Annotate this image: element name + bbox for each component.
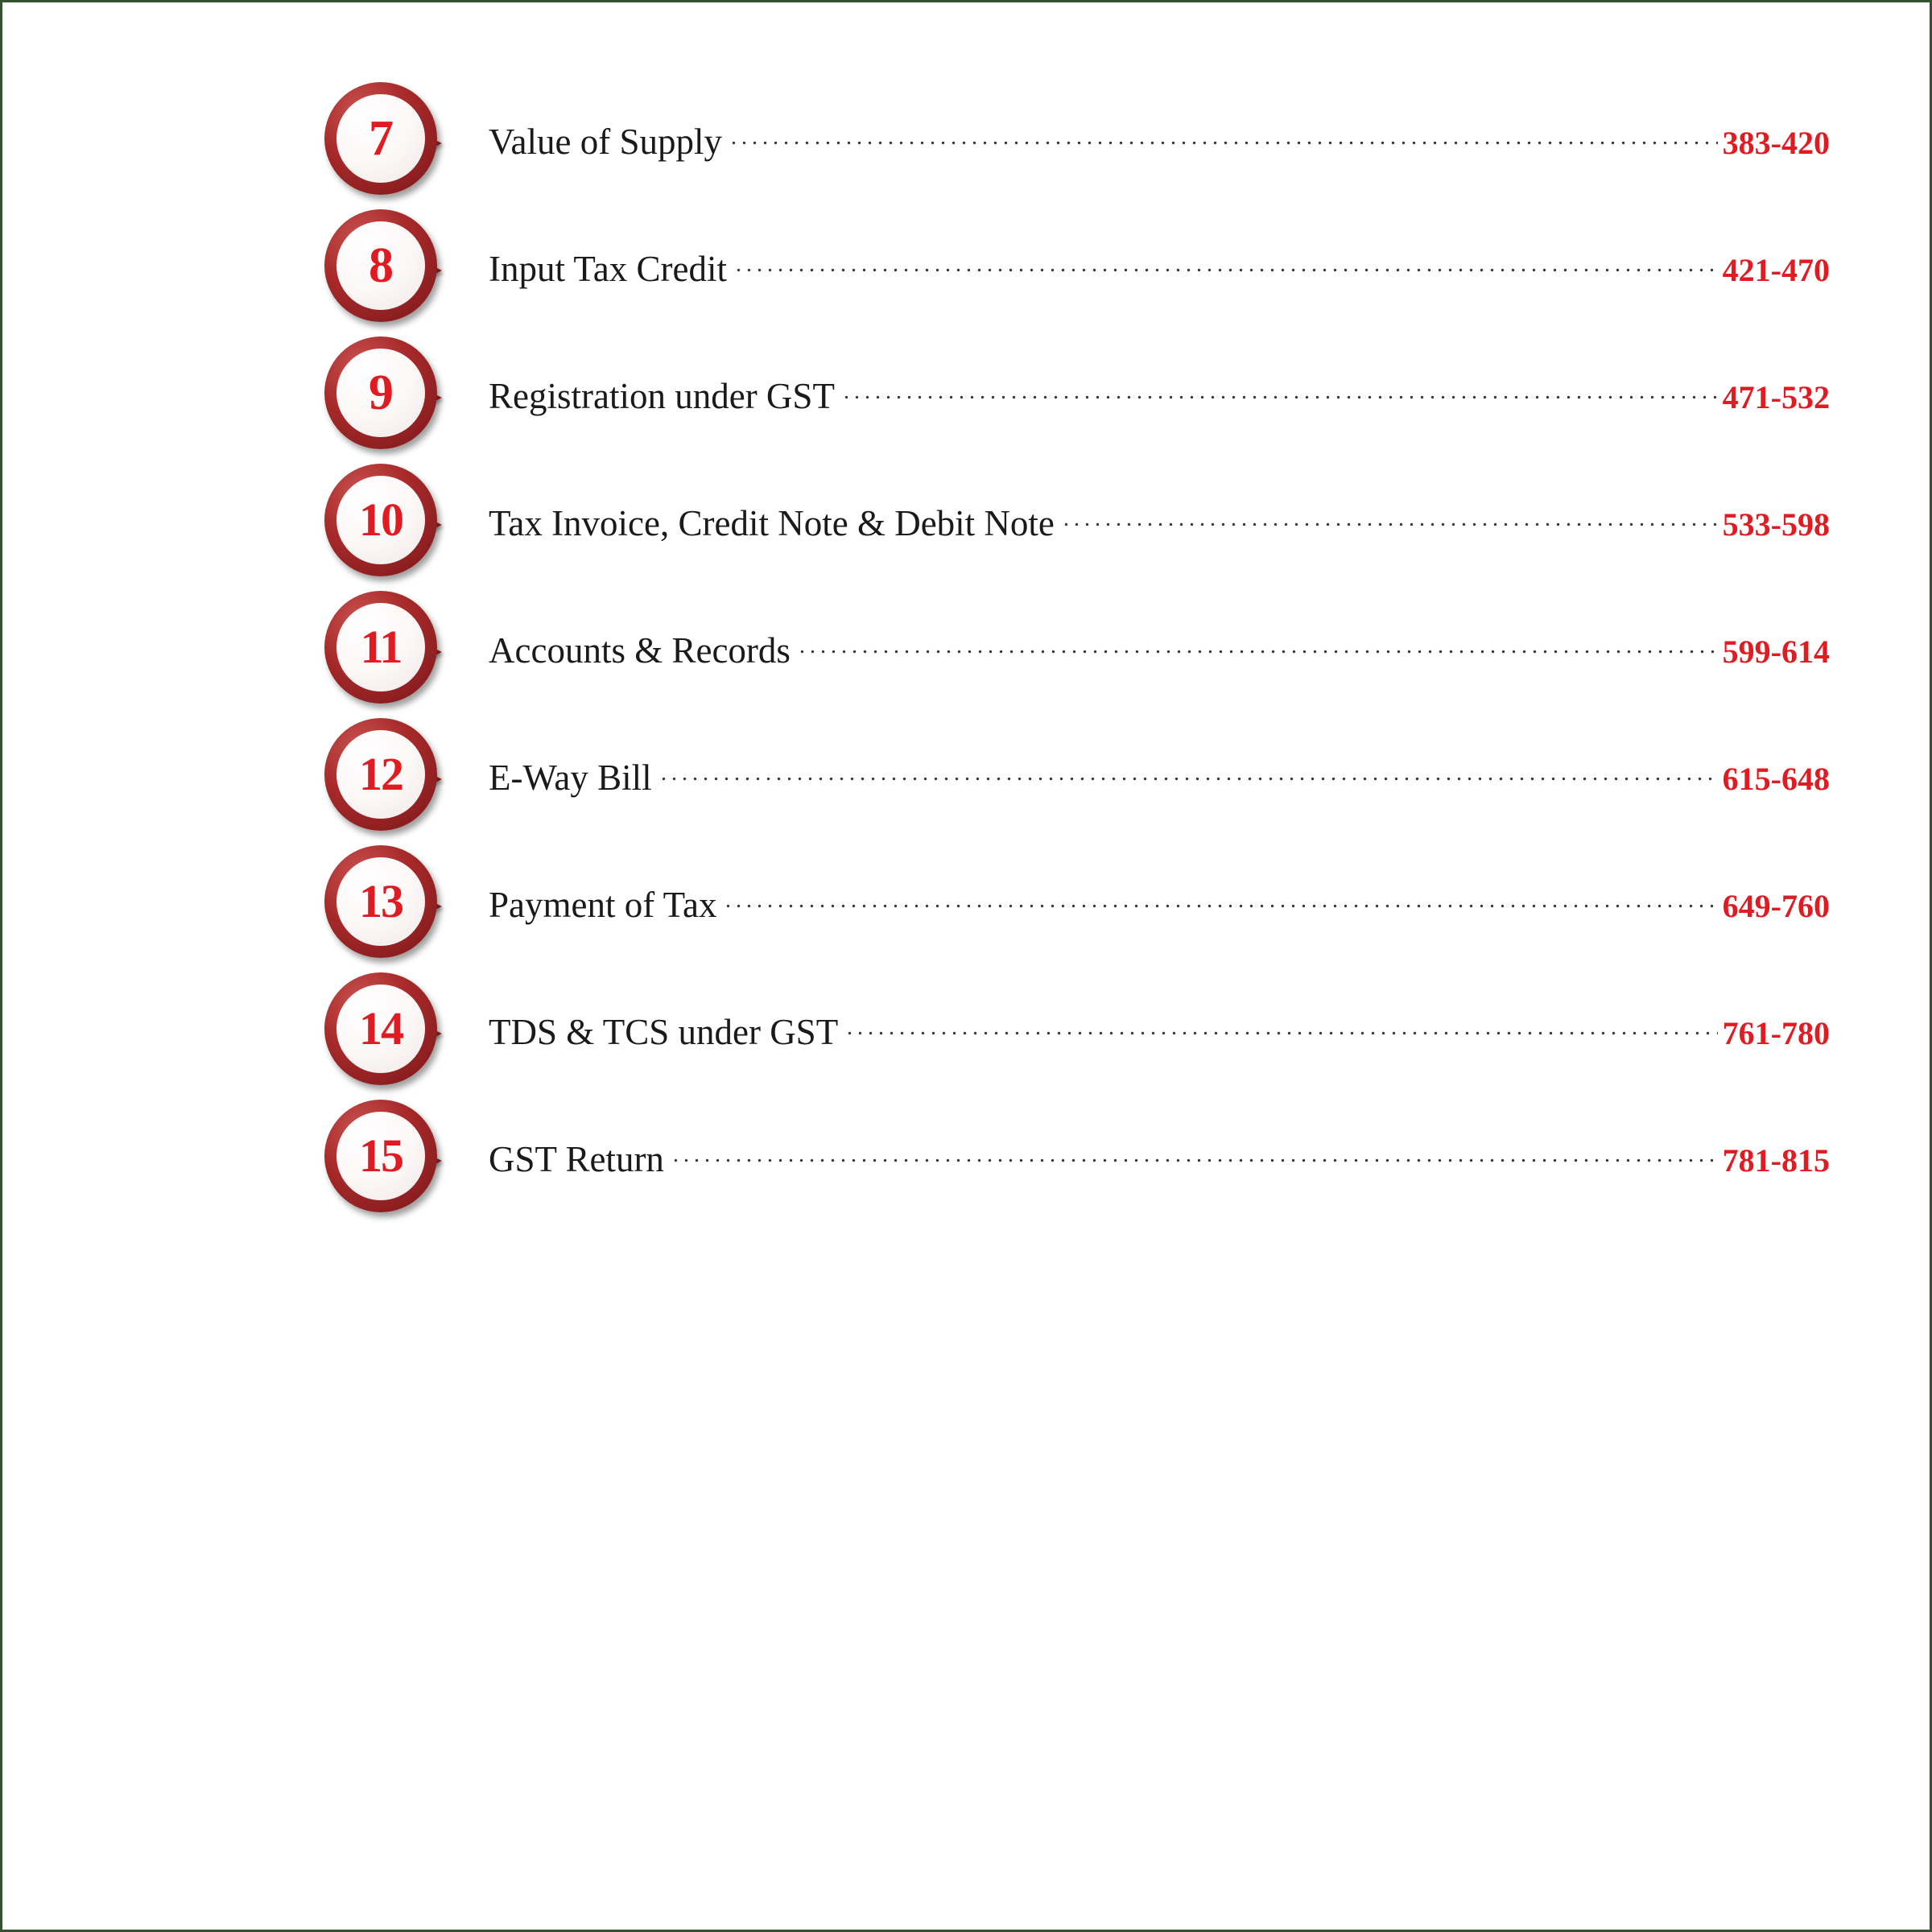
- page-range: 533-598: [1722, 506, 1830, 543]
- page-range: 383-420: [1722, 125, 1830, 162]
- chapter-number-badge: [324, 336, 453, 457]
- chapter-number: 12: [359, 748, 402, 800]
- toc-entry: [489, 758, 1830, 799]
- page-range: 761-780: [1722, 1015, 1830, 1052]
- chapter-number: 15: [359, 1129, 402, 1182]
- dot-leader: [658, 773, 1718, 784]
- toc-entry: [489, 122, 1830, 163]
- dot-leader: [733, 264, 1718, 275]
- chapter-title: Input Tax Credit: [489, 249, 727, 290]
- dot-leader: [797, 646, 1718, 657]
- chapter-title: TDS & TCS under GST: [489, 1012, 839, 1053]
- toc-entry: [489, 504, 1830, 544]
- chapter-title: Accounts & Records: [489, 630, 791, 671]
- chapter-number: 11: [360, 621, 402, 673]
- chapter-number-badge: [324, 845, 453, 966]
- chapter-number-badge: [324, 1100, 453, 1220]
- badge-inner-circle: [336, 857, 425, 946]
- chapter-title: Registration under GST: [489, 376, 835, 417]
- toc-entry: [489, 886, 1830, 926]
- chapter-number: 10: [359, 493, 402, 546]
- dot-leader: [671, 1154, 1718, 1166]
- list-item[interactable]: [2, 842, 1932, 969]
- chapter-title: E-Way Bill: [489, 758, 652, 799]
- dot-leader: [844, 1027, 1717, 1038]
- toc-entry: [489, 1140, 1830, 1180]
- list-item[interactable]: [2, 333, 1932, 460]
- page-range: 781-815: [1722, 1142, 1830, 1179]
- dot-leader: [729, 137, 1718, 148]
- badge-inner-circle: [336, 94, 425, 183]
- chapter-number: 13: [359, 875, 402, 927]
- dot-leader: [1061, 518, 1718, 530]
- badge-inner-circle: [336, 221, 425, 310]
- chapter-number-badge: [324, 464, 453, 584]
- chapter-number: 9: [369, 365, 393, 420]
- list-item[interactable]: [2, 588, 1932, 715]
- list-item[interactable]: [2, 1096, 1932, 1224]
- chapter-number-badge: [324, 209, 453, 330]
- chapter-title: Tax Invoice, Credit Note & Debit Note: [489, 503, 1055, 544]
- badge-inner-circle: [336, 985, 425, 1073]
- badge-inner-circle: [336, 730, 425, 819]
- page-range: 599-614: [1722, 634, 1830, 671]
- table-of-contents-list: [2, 79, 1932, 1224]
- toc-entry: [489, 1013, 1830, 1053]
- badge-inner-circle: [336, 476, 425, 564]
- toc-entry: [489, 250, 1830, 290]
- toc-entry: [489, 377, 1830, 417]
- chapter-number: 8: [369, 238, 393, 293]
- list-item[interactable]: [2, 715, 1932, 842]
- chapter-number: 7: [369, 111, 393, 166]
- page-range: 615-648: [1722, 761, 1830, 798]
- page-range: 421-470: [1722, 252, 1830, 289]
- chapter-number-badge: [324, 718, 453, 839]
- list-item[interactable]: [2, 460, 1932, 588]
- badge-inner-circle: [336, 1112, 425, 1200]
- list-item[interactable]: [2, 206, 1932, 333]
- chapter-title: GST Return: [489, 1139, 664, 1180]
- list-item[interactable]: [2, 79, 1932, 206]
- toc-entry: [489, 631, 1830, 671]
- badge-inner-circle: [336, 603, 425, 691]
- list-item[interactable]: [2, 969, 1932, 1096]
- dot-leader: [723, 900, 1717, 911]
- chapter-number: 14: [359, 1002, 402, 1055]
- chapter-number-badge: [324, 591, 453, 712]
- dot-leader: [841, 391, 1718, 402]
- chapter-title: Value of Supply: [489, 122, 722, 163]
- page-range: 471-532: [1722, 379, 1830, 416]
- chapter-title: Payment of Tax: [489, 885, 717, 926]
- page-range: 649-760: [1722, 888, 1830, 925]
- chapter-number-badge: [324, 972, 453, 1093]
- chapter-number-badge: [324, 82, 453, 203]
- badge-inner-circle: [336, 349, 425, 437]
